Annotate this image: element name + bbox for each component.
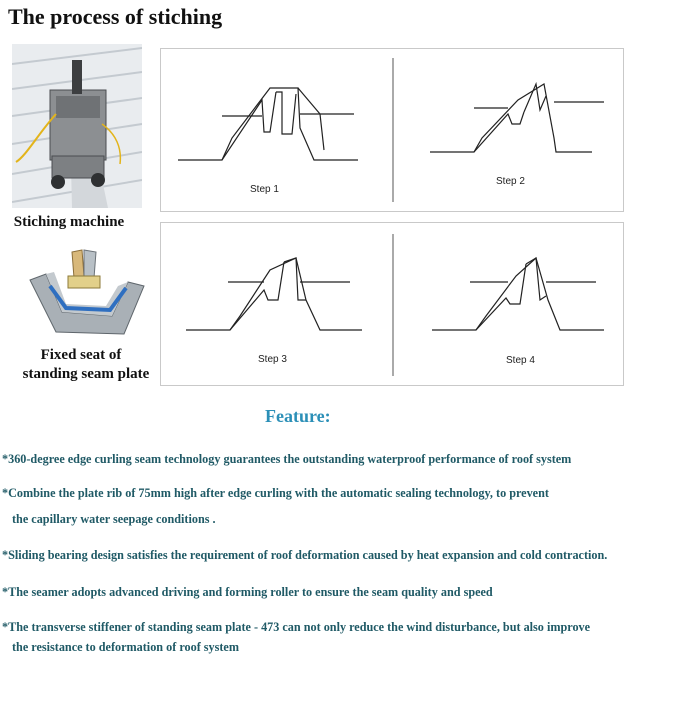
- feature-item-2: [2, 483, 549, 529]
- step-3-diagram: [186, 258, 362, 330]
- step-3-label: Step 3: [258, 354, 287, 365]
- feature-item-2-text: *Combine the plate rib of 75mm high after edge curling with the automatic sealing technology, to prevent: [2, 486, 549, 500]
- step-4-diagram: [432, 258, 604, 330]
- step-1-diagram: [178, 88, 358, 160]
- feature-item-5: [2, 617, 590, 657]
- feature-item-5-cont: the resistance to deformation of roof system: [12, 640, 239, 654]
- feature-item-1-text: *360-degree edge curling seam technology guarantees the outstanding waterproof performance of roof system: [2, 452, 572, 466]
- step-1-label: Step 1: [250, 184, 279, 195]
- step-2-label: Step 2: [496, 176, 525, 187]
- feature-item-2-cont: the capillary water seepage conditions .: [12, 512, 216, 526]
- step-4-label: Step 4: [506, 355, 535, 366]
- feature-item-1: [2, 449, 571, 469]
- feature-item-5-text: *The transverse stiffener of standing seam plate - 473 can not only reduce the wind disturbance, but also improve: [2, 620, 591, 634]
- feature-item-4-text: *The seamer adopts advanced driving and forming roller to ensure the seam quality and speed: [2, 585, 493, 599]
- step-2-diagram: [430, 84, 604, 152]
- feature-item-4: [2, 582, 493, 602]
- feature-title: Feature:: [265, 406, 331, 426]
- seat-caption-line2: standing seam plate: [22, 366, 150, 382]
- page-title: The process of stiching: [8, 4, 223, 29]
- feature-item-3: [2, 545, 607, 565]
- machine-caption: Stiching machine: [13, 214, 125, 230]
- seat-caption-line1: Fixed seat of: [40, 347, 122, 363]
- feature-item-3-text: *Sliding bearing design satisfies the requirement of roof deformation caused by heat expansion and cold contraction.: [2, 548, 608, 562]
